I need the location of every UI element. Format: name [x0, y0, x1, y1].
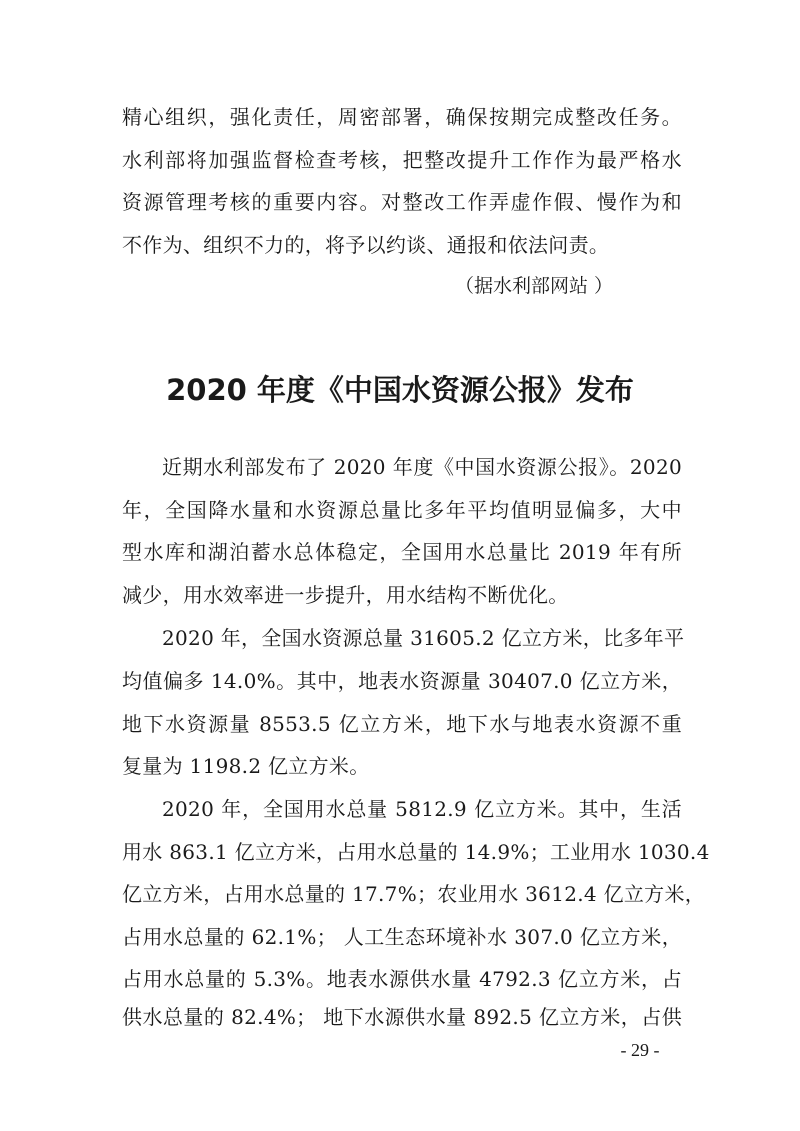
text-line: 占用水总量的 5.3%。地表水源供水量 4792.3 亿立方米，占	[122, 967, 682, 991]
text-line: 近期水利部发布了 2020 年度《中国水资源公报》。2020	[162, 455, 682, 479]
text-line: 2020 年，全国水资源总量 31605.2 亿立方米，比多年平	[162, 626, 685, 650]
text-line: 亿立方米，占用水总量的 17.7%；农业用水 3612.4 亿立方米，	[122, 882, 706, 906]
source-attribution: （据水利部网站 ）	[455, 275, 614, 297]
text-line: 均值偏多 14.0%。其中，地表水资源量 30407.0 亿立方米，	[122, 669, 682, 693]
article-title: 2020 年度《中国水资源公报》发布	[166, 373, 634, 407]
text-line: 精心组织，强化责任，周密部署，确保按期完成整改任务。	[122, 105, 682, 129]
text-line: 减少，用水效率进一步提升，用水结构不断优化。	[122, 583, 569, 607]
text-line: 占用水总量的 62.1%； 人工生态环境补水 307.0 亿立方米，	[122, 925, 682, 949]
text-line: 地下水资源量 8553.5 亿立方米，地下水与地表水资源不重	[122, 712, 682, 736]
text-line: 复量为 1198.2 亿立方米。	[122, 754, 370, 778]
text-line: 不作为、组织不力的，将予以约谈、通报和依法问责。	[122, 233, 610, 257]
text-line: 供水总量的 82.4%； 地下水源供水量 892.5 亿立方米，占供	[122, 1005, 682, 1029]
text-line: 型水库和湖泊蓄水总体稳定，全国用水总量比 2019 年有所	[122, 540, 682, 564]
text-line: 水利部将加强监督检查考核，把整改提升工作作为最严格水	[122, 148, 682, 172]
page-number: - 29 -	[620, 1040, 660, 1060]
text-line: 2020 年，全国用水总量 5812.9 亿立方米。其中，生活	[162, 797, 682, 821]
text-line: 资源管理考核的重要内容。对整改工作弄虚作假、慢作为和	[122, 190, 682, 214]
text-line: 年，全国降水量和水资源总量比多年平均值明显偏多，大中	[122, 498, 682, 522]
text-line: 用水 863.1 亿立方米，占用水总量的 14.9%；工业用水 1030.4	[122, 840, 710, 864]
